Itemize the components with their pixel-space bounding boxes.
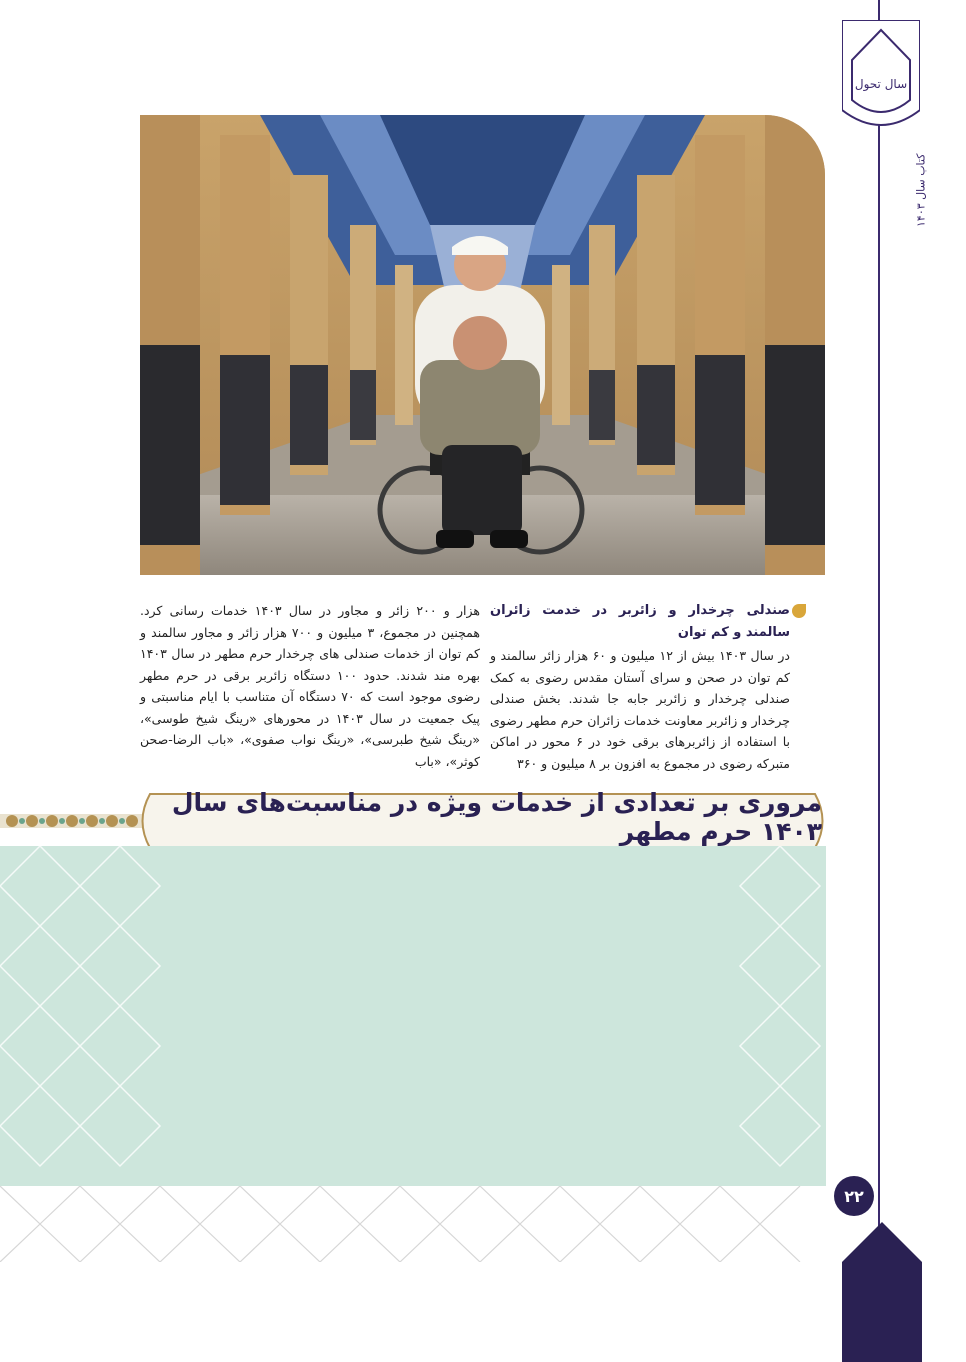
pattern-panel (0, 846, 826, 1186)
caption-bullet-icon (792, 604, 806, 618)
article-right-text: در سال ۱۴۰۳ بیش از ۱۲ میلیون و ۶۰ هزار زائر سالمند و کم توان در صحن و سرای آستان مقدس رضوی به کمک صندلی چرخدار و زائربر جابه جا شدند. بخش صندلی چرخدار و زائربر معاونت خدمات زائران حرم مطهر رضوی با استفاده از زائربرهای برقی خود در ۶ محور در اماکن متبرکه رضوی در مجموع به افزون بر ۸ میلیون و ۳۶۰ (490, 648, 790, 771)
logo-emblem (842, 20, 920, 140)
bottom-tab-decoration (842, 1222, 922, 1362)
banner-title: مروری بر تعدادی از خدمات ویژه در مناسبت‌های سال ۱۴۰۳ حرم مطهر (171, 788, 822, 846)
pattern-lower (0, 1186, 826, 1262)
book-label: کتاب سال ۱۴۰۳ (914, 153, 928, 227)
article-right-column (490, 600, 790, 774)
shrine-wheelchair-photo (140, 115, 825, 575)
article-left-column: هزار و ۲۰۰ زائر و مجاور در سال ۱۴۰۳ خدمات رسانی کرد. همچنین در مجموع، ۳ میلیون و ۷۰۰ هزار زائر و مجاور سالمند و کم توان از خدمات صندلی های چرخدار حرم مطهر در سال ۱۴۰۳ بهره مند شدند. حدود ۱۰۰ دستگاه زائربر برقی در حرم مطهر رضوی موجود است که ۷۰ دستگاه آن متناسب با ایام مناسبتی و پیک جمعیت در سال ۱۴۰۳ در محورهای «رینگ شیخ طوسی»، «رینگ شیخ طبرسی»، «رینگ نواب صفوی»، «باب الرضا-صحن کوثر»، «باب (140, 603, 481, 769)
side-rule (878, 0, 880, 1362)
page-number: ۲۲ (834, 1176, 874, 1216)
logo-text: سال تحول (854, 77, 908, 91)
article-heading: صندلی چرخدار و زائربر در خدمت زائران سالمند و کم توان (490, 603, 790, 640)
